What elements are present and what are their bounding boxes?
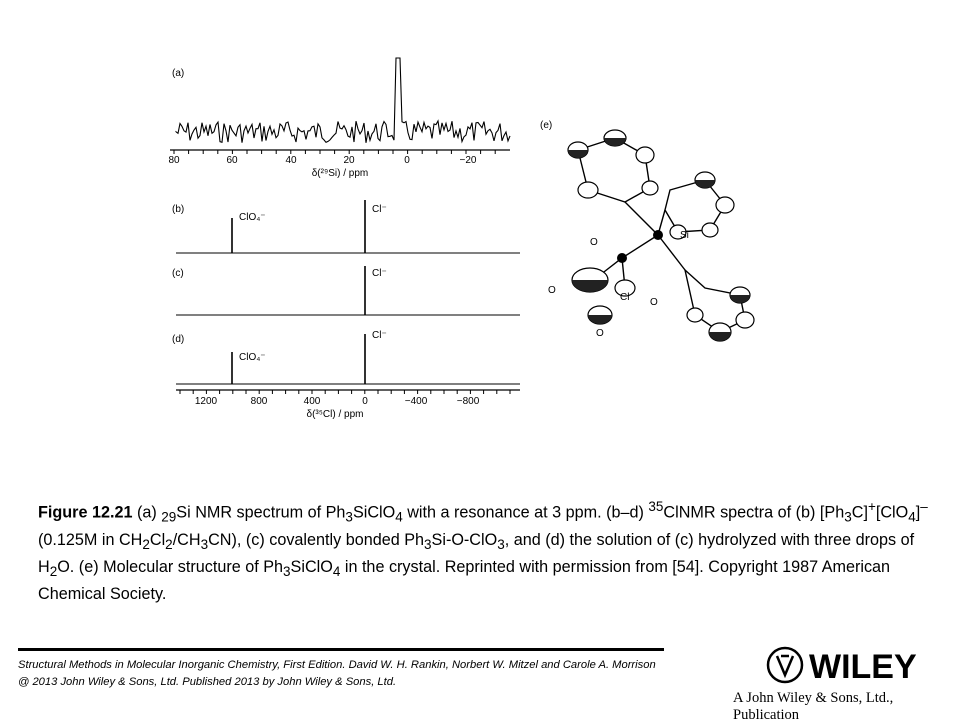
caption-sub: 3	[345, 509, 353, 525]
caption-text: with a resonance at 3 ppm. (b–d)	[402, 503, 649, 522]
publisher-tagline: A John Wiley & Sons, Ltd., Publication	[733, 690, 894, 723]
panel-b-cl-label: Cl⁻	[372, 204, 387, 215]
panel-d-cl-label: Cl⁻	[372, 330, 387, 341]
caption-sup: 35	[648, 499, 664, 514]
caption-text: O. (e) Molecular structure of Ph	[57, 557, 284, 576]
caption-text: (a)	[132, 503, 162, 522]
footer-line-1: Structural Methods in Molecular Inorganic Chemistry, First Edition. David W. H. Rankin, Norbert W. Mitzel and Carole A. Morrison	[18, 659, 656, 671]
atom-label-o3: O	[650, 297, 658, 308]
tick-minus800: −800	[456, 396, 480, 407]
tick-40: 40	[285, 155, 297, 166]
tick-80: 80	[168, 155, 180, 166]
atom-label-o4: O	[596, 328, 604, 339]
caption-sub: 3	[424, 536, 432, 552]
caption-text: /CH	[172, 530, 201, 549]
tick-20: 20	[343, 155, 355, 166]
si29-spectrum-trace	[176, 58, 510, 143]
tick-60: 60	[226, 155, 238, 166]
panel-c-label: (c)	[172, 268, 184, 279]
caption-text: Si NMR spectrum of Ph	[176, 503, 346, 522]
atom-label-o2: O	[548, 285, 556, 296]
tick-800: 800	[250, 396, 268, 407]
tick-400: 400	[303, 396, 321, 407]
caption-sub: 4	[908, 509, 916, 525]
caption-sup: –	[920, 499, 928, 514]
caption-sub: 2	[49, 564, 58, 580]
caption-sub: 4	[395, 509, 403, 525]
caption-text: Si-O-ClO	[431, 530, 498, 549]
si29-axis-label: δ(²⁹Si) / ppm	[311, 168, 369, 179]
atom-label-o1: O	[590, 237, 598, 248]
panel-d-clo4-label: ClO₄⁻	[239, 352, 266, 363]
tick-0: 0	[404, 155, 410, 166]
figure-caption	[38, 496, 928, 605]
molecular-structure	[530, 110, 780, 360]
caption-text: SiClO	[290, 557, 333, 576]
caption-text: ClNMR spectra of (b) [Ph	[663, 503, 845, 522]
si-atom	[653, 230, 663, 240]
caption-sub: 3	[497, 536, 505, 552]
caption-sub: 2	[165, 536, 173, 552]
panel-b-clo4-label: ClO₄⁻	[239, 212, 266, 223]
wiley-wordmark: WILEY	[809, 648, 917, 685]
caption-sup: +	[867, 499, 876, 514]
caption-sub: 3	[200, 536, 209, 552]
caption-sub: 3	[283, 564, 291, 580]
figure-number: Figure 12.21	[38, 503, 133, 522]
caption-text: C]	[851, 503, 868, 522]
caption-text: CN), (c) covalently bonded Ph	[208, 530, 425, 549]
caption-text: SiClO	[352, 503, 396, 522]
panel-c-cl-label: Cl⁻	[372, 268, 387, 279]
atom-label-si: Si	[680, 230, 689, 241]
caption-sub: 3	[844, 509, 852, 525]
tick-minus400: −400	[404, 396, 428, 407]
caption-text: , and (d) the solution of (c) hydrolyzed with three drops of H	[38, 530, 915, 576]
panel-a-label: (a)	[172, 68, 185, 79]
panel-b-label: (b)	[172, 204, 185, 215]
tick-minus20: −20	[459, 155, 477, 166]
footer-divider	[18, 648, 664, 651]
caption-text: (0.125M in CH	[38, 530, 143, 549]
caption-sub: 2	[142, 536, 150, 552]
footer-citation	[18, 657, 656, 691]
panel-a-ticks	[174, 150, 495, 154]
panel-e-label: (e)	[540, 120, 553, 131]
caption-sub: 4	[332, 564, 341, 580]
wiley-logo	[765, 645, 955, 685]
nmr-spectra-figure	[150, 40, 520, 430]
cl35-axis-label: δ(³⁵Cl) / ppm	[306, 409, 364, 420]
atom-label-cl: Cl	[620, 292, 630, 303]
tick-1200: 1200	[194, 396, 218, 407]
caption-sub: 29	[161, 509, 177, 525]
caption-text: [ClO	[875, 503, 909, 522]
caption-text: ]	[915, 503, 921, 522]
o-bridge-atom	[617, 253, 627, 263]
panel-d-label: (d)	[172, 334, 185, 345]
caption-text: Cl	[149, 530, 166, 549]
footer-line-2: @ 2013 John Wiley & Sons, Ltd. Published 2013 by John Wiley & Sons, Ltd.	[18, 676, 397, 688]
tick-0-cl: 0	[362, 396, 368, 407]
wiley-seal-mark	[777, 656, 793, 675]
caption-text: in the crystal. Reprinted with permission from [54]. Copyright 1987 American Chemical Society.	[38, 557, 891, 604]
